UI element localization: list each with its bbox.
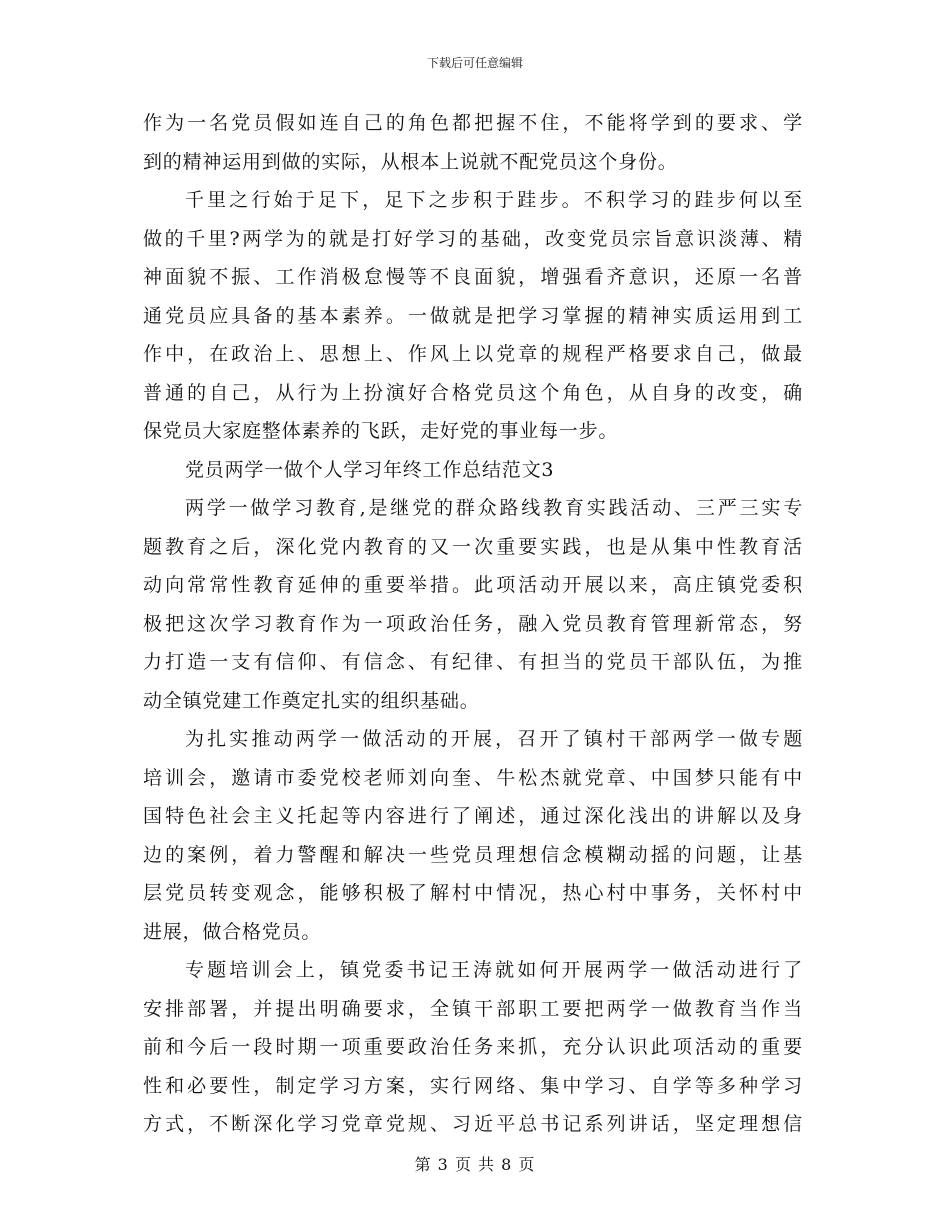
text-line: 培训会，邀请市委党校老师刘向奎、牛松杰就党章、中国梦只能有中: [143, 766, 803, 789]
text-line: 极把这次学习教育作为一项政治任务，融入党员教育管理新常态，努: [143, 612, 803, 635]
paragraph: [143, 951, 803, 1144]
text-line: 题教育之后，深化党内教育的又一次重要实践，也是从集中性教育活: [143, 535, 803, 558]
text-line: 做的千里?两学为的就是打好学习的基础，改变党员宗旨意识淡薄、精: [143, 227, 803, 250]
text-line: 为扎实推动两学一做活动的开展，召开了镇村干部两学一做专题: [185, 728, 803, 750]
paragraph: [143, 181, 803, 451]
text-line: 方式，不断深化学习党章党规、习近平总书记系列讲话，坚定理想信: [143, 1113, 803, 1135]
text-line: 两学一做学习教育,是继党的群众路线教育实践活动、三严三实专: [185, 497, 803, 519]
text-line: 党员两学一做个人学习年终工作总结范文3: [185, 458, 555, 481]
text-line: 进展，做合格党员。: [143, 920, 322, 943]
document-body: [143, 104, 803, 1144]
text-line: 保党员大家庭整体素养的飞跃，走好党的事业每一步。: [143, 420, 619, 442]
text-line: 力打造一支有信仰、有信念、有纪律、有担当的党员干部队伍，为推: [143, 651, 803, 673]
text-line: 边的案例，着力警醒和解决一些党员理想信念模糊动摇的问题，让基: [143, 843, 803, 866]
text-line: 动全镇党建工作奠定扎实的组织基础。: [143, 689, 480, 712]
paragraph: [143, 720, 803, 951]
text-line: 性和必要性，制定学习方案，实行网络、集中学习、自学等多种学习: [143, 1074, 803, 1097]
text-line: 通党员应具备的基本素养。一做就是把学习掌握的精神实质运用到工: [143, 304, 803, 327]
page-number: 第 3 页 共 8 页: [414, 1155, 536, 1174]
text-line: 层党员转变观念，能够积极了解村中情况，热心村中事务，关怀村中: [143, 882, 803, 904]
paragraph: [143, 489, 803, 720]
text-line: 安排部署，并提出明确要求，全镇干部职工要把两学一做教育当作当: [143, 997, 803, 1020]
text-line: 到的精神运用到做的实际，从根本上说就不配党员这个身份。: [143, 150, 678, 173]
text-line: 普通的自己，从行为上扮演好合格党员这个角色，从自身的改变，确: [143, 381, 803, 404]
paragraph: [143, 104, 803, 181]
text-line: 作为一名党员假如连自己的角色都把握不住，不能将学到的要求、学: [143, 112, 803, 134]
text-line: 专题培训会上，镇党委书记王涛就如何开展两学一做活动进行了: [185, 959, 803, 981]
text-line: 作中，在政治上、思想上、作风上以党章的规程严格要求自己，做最: [143, 343, 803, 365]
text-line: 千里之行始于足下，足下之步积于跬步。不积学习的跬步何以至: [185, 189, 803, 211]
text-line: 前和今后一段时期一项重要政治任务来抓，充分认识此项活动的重要: [143, 1036, 803, 1058]
text-line: 神面貌不振、工作消极怠慢等不良面貌，增强看齐意识，还原一名普: [143, 266, 803, 288]
text-line: 动向常常性教育延伸的重要举措。此项活动开展以来，高庄镇党委积: [143, 574, 803, 596]
page-header-note: 下载后可任意编辑: [426, 56, 523, 70]
section-heading: [143, 451, 803, 490]
text-line: 国特色社会主义托起等内容进行了阐述，通过深化浅出的讲解以及身: [143, 805, 803, 827]
